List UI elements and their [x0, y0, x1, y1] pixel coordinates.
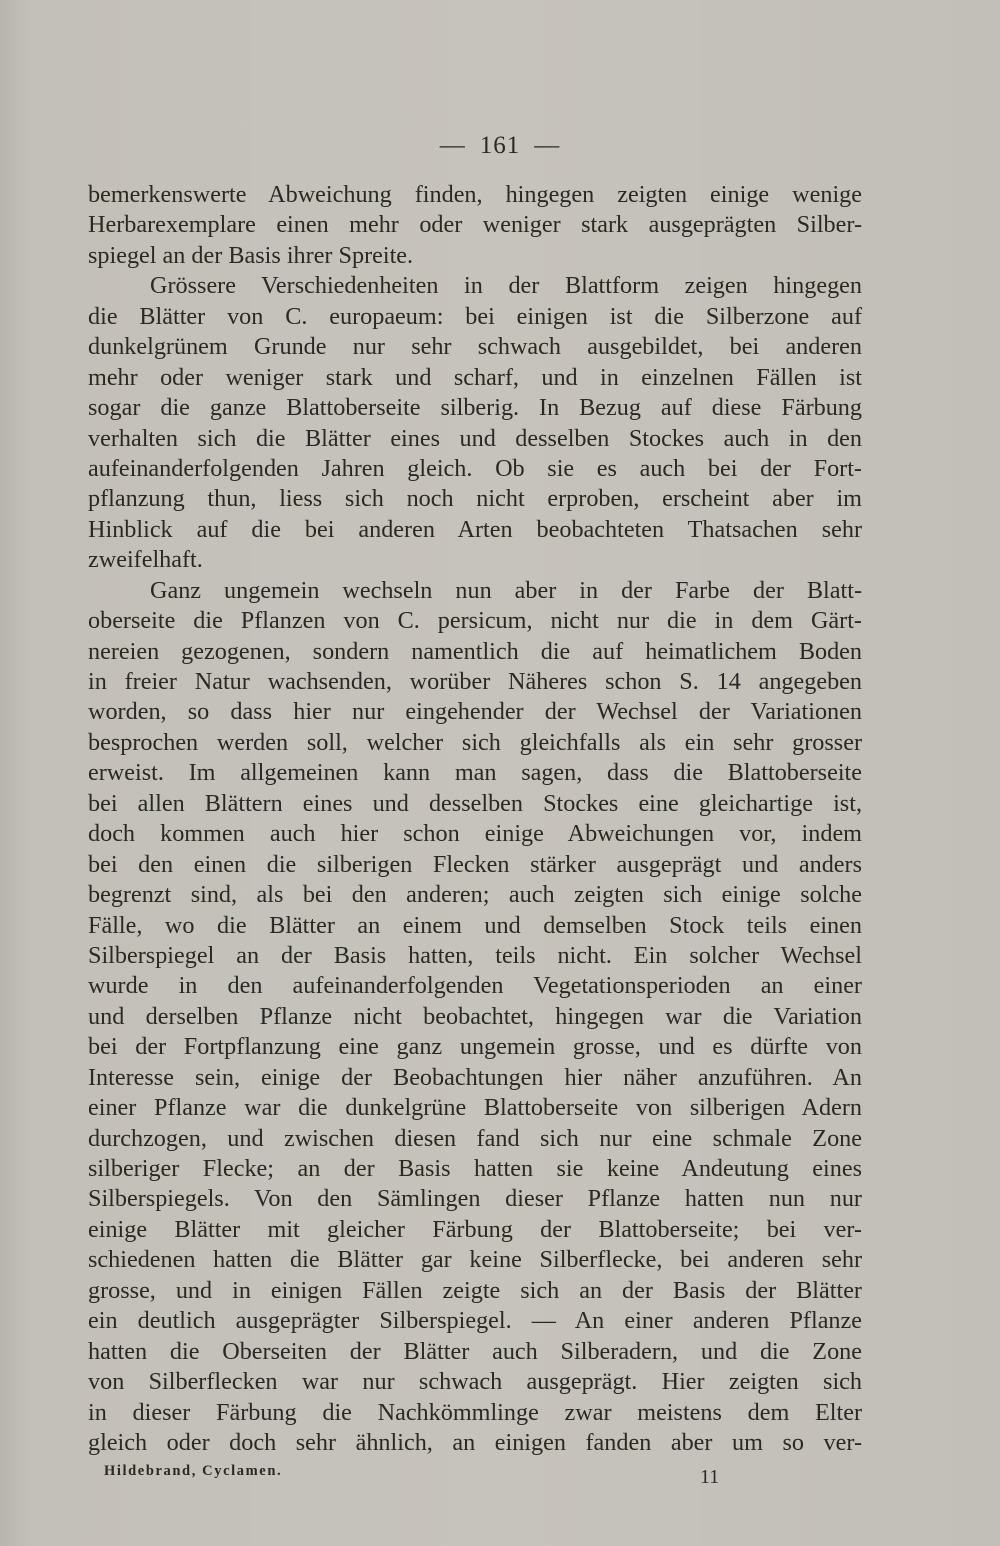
page-number-header [0, 132, 1000, 160]
text-line: worden, so dass hier nur eingehender der Wechsel der Variationen [88, 698, 862, 726]
text-line: Ganz ungemein wechseln nun aber in der Farbe der Blatt- [150, 576, 862, 604]
text-line: verhalten sich die Blätter eines und desselben Stockes auch in den [88, 424, 862, 452]
text-line: und derselben Pflanze nicht beobachtet, hingegen war die Variation [88, 1002, 862, 1030]
text-line: schiedenen hatten die Blätter gar keine Silberflecke, bei anderen sehr [88, 1246, 862, 1274]
page-number-dash-right: — [534, 132, 561, 159]
text-line: begrenzt sind, als bei den anderen; auch zeigten sich einige solche [88, 881, 862, 909]
text-line: Silberspiegels. Von den Sämlingen dieser Pflanze hatten nun nur [88, 1185, 862, 1213]
text-line: wurde in den aufeinanderfolgenden Vegetationsperioden an einer [88, 972, 862, 1000]
text-line: sogar die ganze Blattoberseite silberig. In Bezug auf diese Färbung [88, 394, 862, 422]
text-line: pflanzung thun, liess sich noch nicht erproben, erscheint aber im [88, 485, 862, 513]
page-number-dash-left: — [439, 132, 466, 159]
text-line: ein deutlich ausgeprägter Silberspiegel. — An einer anderen Pflanze [88, 1307, 862, 1335]
text-line: doch kommen auch hier schon einige Abweichungen vor, indem [88, 820, 862, 848]
text-line: bei allen Blättern eines und desselben Stockes eine gleichartige ist, [88, 789, 862, 817]
text-line: nereien gezogenen, sondern namentlich die auf heimatlichem Boden [88, 637, 862, 665]
text-line: einer Pflanze war die dunkelgrüne Blattoberseite von silberigen Adern [88, 1094, 862, 1122]
text-line: einige Blätter mit gleicher Färbung der Blattoberseite; bei ver- [88, 1215, 862, 1243]
text-line: hatten die Oberseiten der Blätter auch Silberadern, und die Zone [88, 1337, 862, 1365]
text-line: von Silberflecken war nur schwach ausgeprägt. Hier zeigten sich [88, 1368, 862, 1396]
text-line: gleich oder doch sehr ähnlich, an einigen fanden aber um so ver- [88, 1428, 862, 1456]
text-line: spiegel an der Basis ihrer Spreite. [88, 241, 414, 269]
text-line: Herbarexemplare einen mehr oder weniger stark ausgeprägten Silber- [88, 211, 862, 239]
page-number: 161 [479, 132, 521, 159]
text-line: mehr oder weniger stark und scharf, und in einzelnen Fällen ist [88, 363, 862, 391]
text-line: dunkelgrünem Grunde nur sehr schwach ausgebildet, bei anderen [88, 333, 862, 361]
text-line: die Blätter von C. europaeum: bei einigen ist die Silberzone auf [88, 302, 862, 330]
text-line: grosse, und in einigen Fällen zeigte sich an der Basis der Blätter [88, 1276, 862, 1304]
text-line: oberseite die Pflanzen von C. persicum, nicht nur die in dem Gärt- [88, 607, 862, 635]
text-line: Grössere Verschiedenheiten in der Blattform zeigen hingegen [150, 272, 862, 300]
text-line: Silberspiegel an der Basis hatten, teils nicht. Ein solcher Wechsel [88, 941, 862, 969]
text-line: erweist. Im allgemeinen kann man sagen, dass die Blattoberseite [88, 759, 862, 787]
text-line: durchzogen, und zwischen diesen fand sich nur eine schmale Zone [88, 1124, 862, 1152]
text-line: in freier Natur wachsenden, worüber Näheres schon S. 14 angegeben [88, 668, 862, 695]
body-text [88, 180, 862, 1458]
text-line: besprochen werden soll, welcher sich gleichfalls als ein sehr grosser [88, 728, 862, 756]
text-line: aufeinanderfolgenden Jahren gleich. Ob sie es auch bei der Fort- [88, 454, 862, 482]
text-line: bemerkenswerte Abweichung finden, hingegen zeigten einige wenige [88, 181, 862, 208]
text-line: silberiger Flecke; an der Basis hatten sie keine Andeutung eines [88, 1155, 862, 1182]
text-line: bei der Fortpflanzung eine ganz ungemein grosse, und es dürfte von [88, 1033, 862, 1061]
text-line: bei den einen die silberigen Flecken stärker ausgeprägt und anders [88, 850, 862, 878]
footer-sheet-number: 11 [700, 1466, 720, 1488]
text-line: Interesse sein, einige der Beobachtungen hier näher anzuführen. An [88, 1063, 862, 1091]
text-line: Hinblick auf die bei anderen Arten beobachteten Thatsachen sehr [88, 515, 862, 543]
text-line: zweifelhaft. [88, 546, 203, 574]
text-line: Fälle, wo die Blätter an einem und demselben Stock teils einen [88, 911, 862, 939]
text-line: in dieser Färbung die Nachkömmlinge zwar meistens dem Elter [88, 1398, 862, 1426]
footer-signature: Hildebrand, Cyclamen. [104, 1463, 283, 1479]
